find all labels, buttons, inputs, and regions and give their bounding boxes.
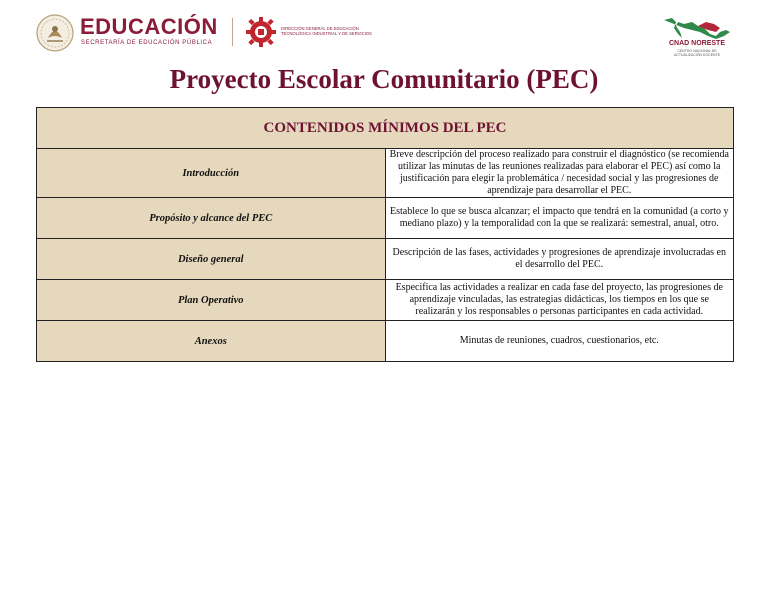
mexico-map-icon (662, 16, 732, 40)
table-header: CONTENIDOS MÍNIMOS DEL PEC (37, 108, 734, 149)
row-description: Breve descripción del proceso realizado para construir el diagnóstico (se recomienda utilizar las minutas de las reuniones realizadas para elaborar el PEC) así como la justificación para elegir la problemática / necesidad social y las progresiones de aprendizaje para desarrollar el PEC. (385, 149, 734, 198)
logo-divider (232, 18, 233, 46)
row-label: Propósito y alcance del PEC (37, 198, 386, 239)
table-row (37, 149, 734, 198)
table-row (37, 198, 734, 239)
mexico-coat-of-arms-icon (36, 14, 74, 52)
dgeti-name (281, 26, 371, 36)
table-row (37, 239, 734, 280)
cnad-subtitle (664, 49, 730, 57)
row-description: Descripción de las fases, actividades y progresiones de aprendizaje involucradas en el desarrollo del PEC. (385, 239, 734, 280)
page-header (0, 0, 768, 62)
row-label: Anexos (37, 321, 386, 362)
table-row (37, 280, 734, 321)
cnad-subtitle-line-1: CENTRO NACIONAL DE (677, 49, 717, 53)
row-label: Plan Operativo (37, 280, 386, 321)
pec-contents-table (36, 107, 734, 362)
page-title: Proyecto Escolar Comunitario (PEC) (169, 64, 599, 94)
cnad-title: CNAD NORESTE (668, 40, 725, 47)
dgeti-line-2: TECNOLÓGICA INDUSTRIAL Y DE SERVICIOS (281, 31, 372, 36)
table-row (37, 321, 734, 362)
education-subtitle: SECRETARÍA DE EDUCACIÓN PÚBLICA (81, 40, 213, 46)
row-description: Minutas de reuniones, cuadros, cuestionarios, etc. (385, 321, 734, 362)
row-description: Establece lo que se busca alcanzar; el impacto que tendrá en la comunidad (a corto y mediano plazo) y la temporalidad con la que se realizará: semestral, anual, otro. (385, 198, 734, 239)
row-label: Introducción (37, 149, 386, 198)
education-title: EDUCACIÓN (80, 14, 218, 39)
row-description: Especifica las actividades a realizar en cada fase del proyecto, las progresiones de aprendizaje vinculadas, las estrategias didácticas, los tiempos en los que se realizarán y los responsables o personas participantes en cada actividad. (385, 280, 734, 321)
row-label: Diseño general (37, 239, 386, 280)
dgeti-gear-icon (245, 16, 277, 48)
dgeti-line-1: DIRECCIÓN GENERAL DE EDUCACIÓN (281, 26, 359, 31)
cnad-subtitle-line-2: ACTUALIZACIÓN DOCENTE (673, 53, 721, 57)
